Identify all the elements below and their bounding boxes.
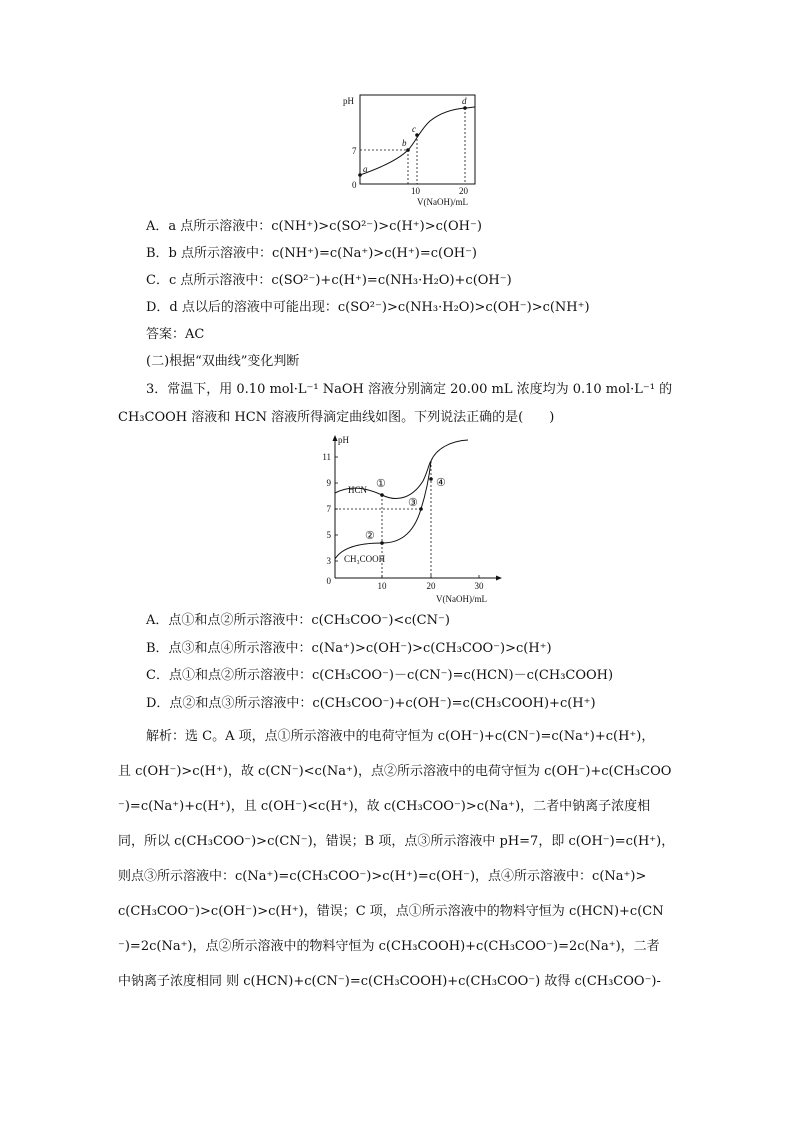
fig2-y-tick-3: 3 bbox=[326, 556, 331, 566]
q3-option-d: D．点②和点③所示溶液中：c(CH₃COO⁻)+c(OH⁻)=c(CH₃COOH)+c(H⁺) bbox=[146, 696, 596, 711]
fig2-x-tick-30: 30 bbox=[474, 581, 484, 591]
q3-option-c: C．点①和点②所示溶液中：c(CH₃COO⁻)－c(CN⁻)=c(HCN)－c(CH₃COOH) bbox=[146, 668, 614, 683]
fig2-y-tick-7: 7 bbox=[326, 504, 331, 514]
q2-option-b: B．b 点所示溶液中：c(NH⁺)=c(Na⁺)>c(H⁺)=c(OH⁻) bbox=[146, 246, 477, 261]
fig1-x-tick-20: 20 bbox=[459, 186, 468, 196]
fig2-point-3: ③ bbox=[408, 497, 418, 509]
fig1-x-tick-10: 10 bbox=[411, 186, 420, 196]
fig2-x-axis-label: V(NaOH)/mL bbox=[436, 594, 487, 604]
fig1-point-d: d bbox=[462, 96, 467, 106]
explanation-line-2: 且 c(OH⁻)>c(H⁺)，故 c(CN⁻)<c(Na⁺)，点②所示溶液中的电荷守恒为 c(OH⁻)+c(CH₃COO bbox=[118, 764, 672, 779]
fig2-y-tick-11: 11 bbox=[322, 452, 331, 462]
fig1-y-tick-7: 7 bbox=[352, 146, 357, 156]
explanation-line-8: 中钠离子浓度相同 则 c(HCN)+c(CN⁻)=c(CH₃COOH)+c(CH₃COO⁻) 故得 c(CH₃COO⁻)- bbox=[118, 974, 661, 989]
fig2-y-axis-label: pH bbox=[338, 435, 349, 445]
section-title: (二)根据“双曲线”变化判断 bbox=[146, 354, 300, 369]
q3-option-b: B．点③和点④所示溶液中：c(Na⁺)>c(OH⁻)>c(CH₃COO⁻)>c(H⁺) bbox=[146, 641, 552, 656]
fig2-y-tick-9: 9 bbox=[326, 478, 331, 488]
fig2-point-4: ④ bbox=[436, 477, 446, 489]
fig2-y-tick-5: 5 bbox=[326, 530, 331, 540]
fig2-x-tick-10: 10 bbox=[377, 581, 387, 591]
fig1-point-c: c bbox=[412, 124, 416, 134]
q2-answer: 答案：AC bbox=[146, 327, 205, 342]
titration-curve-figure-1 bbox=[335, 88, 485, 213]
explanation-line-3: ⁻)=c(Na⁺)+c(H⁺)，且 c(OH⁻)<c(H⁺)，故 c(CH₃COO⁻)>c(Na⁺)，二者中钠离子浓度相 bbox=[118, 799, 651, 814]
q2-option-a: A．a 点所示溶液中：c(NH⁺)>c(SO²⁻)>c(H⁺)>c(OH⁻) bbox=[146, 219, 482, 234]
explanation-line-4: 同，所以 c(CH₃COO⁻)>c(CN⁻)，错误；B 项，点③所示溶液中 pH=7，即 c(OH⁻)=c(H⁺)， bbox=[118, 834, 675, 849]
q3-option-a: A．点①和点②所示溶液中：c(CH₃COO⁻)<c(CN⁻) bbox=[146, 613, 450, 628]
titration-curve-figure-2 bbox=[318, 431, 503, 606]
q2-option-c: C．c 点所示溶液中：c(SO²⁻)+c(H⁺)=c(NH₃·H₂O)+c(OH⁻) bbox=[146, 273, 512, 288]
fig1-y-axis-label: pH bbox=[343, 96, 354, 106]
fig2-y-tick-0: 0 bbox=[326, 576, 331, 586]
q2-option-d: D．d 点以后的溶液中可能出现：c(SO²⁻)>c(NH₃·H₂O)>c(OH⁻)>c(NH⁺) bbox=[146, 300, 590, 315]
explanation-line-6: c(CH₃COO⁻)>c(OH⁻)>c(H⁺)，错误；C 项，点①所示溶液中的物料守恒为 c(HCN)+c(CN bbox=[118, 904, 664, 919]
fig1-x-axis-label: V(NaOH)/mL bbox=[417, 197, 468, 207]
fig2-x-tick-20: 20 bbox=[426, 581, 436, 591]
fig1-point-a: a bbox=[363, 164, 368, 174]
fig2-curve-label-ch3cooh: CH₃COOH bbox=[344, 554, 386, 564]
explanation-line-5: 则点③所示溶液中：c(Na⁺)=c(CH₃COO⁻)>c(H⁺)=c(OH⁻)，点④所示溶液中：c(Na⁺)> bbox=[118, 869, 647, 884]
q3-stem-line-1: 3．常温下，用 0.10 mol·L⁻¹ NaOH 溶液分别滴定 20.00 mL 浓度均为 0.10 mol·L⁻¹ 的 bbox=[146, 382, 673, 397]
fig2-curve-label-hcn: HCN bbox=[348, 485, 368, 495]
fig2-point-1: ① bbox=[376, 478, 386, 490]
explanation-line-7: ⁻)=2c(Na⁺)，点②所示溶液中的物料守恒为 c(CH₃COOH)+c(CH₃COO⁻)=2c(Na⁺)，二者 bbox=[118, 939, 660, 954]
explanation-line-1: 解析：选 C。A 项，点①所示溶液中的电荷守恒为 c(OH⁻)+c(CN⁻)=c(Na⁺)+c(H⁺)， bbox=[146, 729, 655, 744]
fig1-point-b: b bbox=[402, 138, 407, 148]
fig1-y-tick-0: 0 bbox=[352, 180, 357, 190]
fig2-point-2: ② bbox=[365, 530, 375, 542]
q3-stem-line-2: CH₃COOH 溶液和 HCN 溶液所得滴定曲线如图。下列说法正确的是( ) bbox=[118, 410, 555, 425]
